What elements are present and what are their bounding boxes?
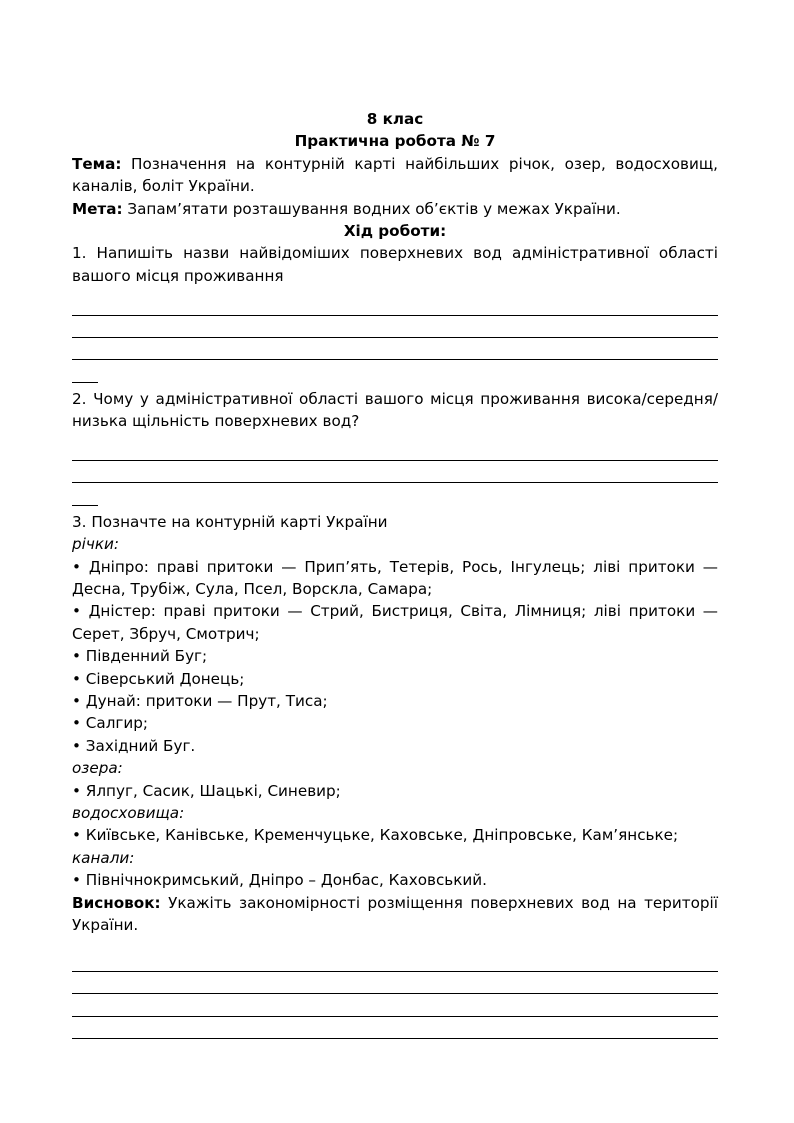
answer-line[interactable] — [72, 321, 718, 343]
answer-lines-task2[interactable] — [72, 444, 718, 511]
answer-lines-conclusion[interactable] — [72, 955, 718, 1045]
grade-title: 8 клас — [366, 110, 424, 128]
answer-line[interactable] — [72, 977, 718, 999]
group-label-lakes: озера: — [72, 759, 123, 778]
list-item: • Дністер: праві притоки — Стрий, Бистриця, Світа, Лімниця; ліві притоки — Серет, Збруч, Смотрич; — [72, 602, 718, 643]
answer-line-stub[interactable] — [72, 365, 718, 387]
conclusion-label: Висновок: — [72, 893, 161, 912]
group-label-rivers: річки: — [72, 535, 119, 554]
work-title: Практична робота № 7 — [294, 132, 496, 151]
list-item: • Дунай: притоки — Прут, Тиса; — [72, 692, 328, 711]
answer-line[interactable] — [72, 955, 718, 977]
purpose-text: Запам’ятати розташування водних об’єктів у межах України. — [127, 199, 621, 218]
purpose-paragraph — [72, 198, 718, 220]
conclusion-text: Укажіть закономірності розміщення поверхневих вод на території України. — [72, 893, 718, 935]
answer-line[interactable] — [72, 444, 718, 466]
procedure-heading: Хід роботи: — [343, 222, 447, 241]
list-item: • Північнокримський, Дніпро – Донбас, Каховський. — [72, 871, 487, 890]
answer-line[interactable] — [72, 298, 718, 320]
answer-lines-task1[interactable] — [72, 298, 718, 388]
theme-label: Тема: — [72, 154, 122, 173]
task-1: 1. Напишіть назви найвідоміших поверхневих вод адміністративної області вашого місця проживання — [72, 244, 718, 285]
answer-line[interactable] — [72, 466, 718, 488]
list-item: • Салгир; — [72, 714, 149, 733]
list-item: • Сіверський Донець; — [72, 669, 245, 688]
group-label-reservoirs: водосховища: — [72, 804, 185, 823]
task-3: 3. Позначте на контурній карті України — [72, 512, 388, 531]
document-body — [72, 108, 718, 1044]
task-2: 2. Чому у адміністративної області вашого місця проживання висока/середня/низька щільність поверхневих вод? — [72, 389, 718, 431]
conclusion-paragraph — [72, 892, 718, 937]
group-label-canals: канали: — [72, 848, 135, 867]
purpose-label: Мета: — [72, 199, 123, 218]
spacer — [72, 433, 718, 444]
spacer — [72, 937, 718, 955]
list-item: • Дніпро: праві притоки — Прип’ять, Тетерів, Рось, Інгулець; ліві притоки — Десна, Трубіж, Сула, Псел, Ворскла, Самара; — [72, 557, 718, 599]
list-item: • Західний Буг. — [72, 736, 196, 755]
list-item: • Ялпуг, Сасик, Шацькі, Синевир; — [72, 781, 341, 800]
answer-line[interactable] — [72, 999, 718, 1021]
theme-paragraph — [72, 153, 718, 198]
answer-line[interactable] — [72, 1022, 718, 1044]
list-item: • Південний Буг; — [72, 647, 208, 666]
answer-line-stub[interactable] — [72, 488, 718, 510]
spacer — [72, 287, 718, 298]
answer-line[interactable] — [72, 343, 718, 365]
theme-text: Позначення на контурній карті найбільших річок, озер, водосховищ, каналів, боліт України. — [72, 154, 719, 196]
list-item: • Київське, Канівське, Кременчуцьке, Каховське, Дніпровське, Кам’янське; — [72, 826, 679, 845]
